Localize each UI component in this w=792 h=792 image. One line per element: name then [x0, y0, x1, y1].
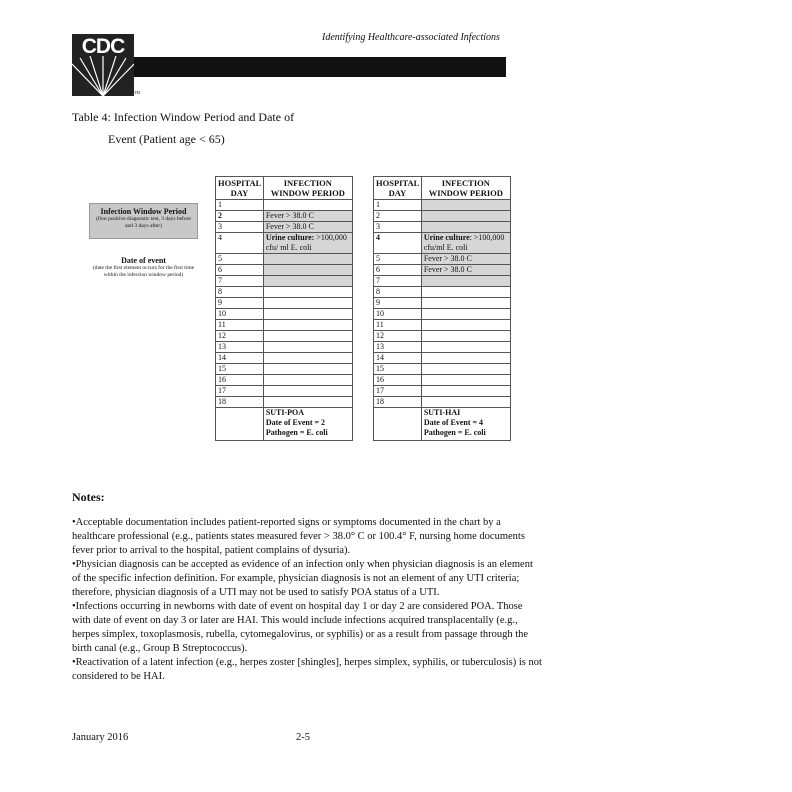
cell-hospital-day: 10 [374, 309, 422, 320]
table-row [216, 211, 353, 222]
header-bar [134, 57, 506, 77]
notes-list [72, 516, 542, 684]
cell-infection-window [421, 287, 510, 298]
header-infection-window-period: INFECTION WINDOW PERIOD [263, 177, 352, 200]
cell-hospital-day: 9 [216, 298, 264, 309]
cell-hospital-day: 12 [216, 331, 264, 342]
cell-infection-window [263, 233, 352, 254]
cell-infection-window [263, 309, 352, 320]
cell-hospital-day: 8 [216, 287, 264, 298]
cdc-logo [72, 34, 134, 96]
footer-empty-cell [216, 408, 264, 441]
table-row [374, 353, 511, 364]
cell-infection-window [421, 320, 510, 331]
table-row [216, 375, 353, 386]
cell-event-text: Fever > 38.0 C [265, 222, 314, 231]
notes-heading: Notes: [72, 490, 105, 504]
cell-event-text: Fever > 38.0 C [423, 265, 472, 274]
cell-hospital-day: 6 [374, 265, 422, 276]
table-row [216, 254, 353, 265]
table-row [216, 397, 353, 408]
summary-pathogen: Pathogen = E. coli [265, 428, 328, 437]
cdc-logo-rays-icon [72, 56, 134, 96]
cell-hospital-day: 12 [374, 331, 422, 342]
table-row [374, 397, 511, 408]
cell-infection-window [263, 200, 352, 211]
summary-classification: SUTI-HAI [423, 408, 461, 417]
cell-hospital-day: 1 [216, 200, 264, 211]
cell-infection-window [421, 200, 510, 211]
table-footer-row [216, 408, 353, 441]
cell-hospital-day: 8 [374, 287, 422, 298]
footer-empty-cell [374, 408, 422, 441]
summary-date-of-event: Date of Event = 4 [423, 418, 484, 427]
cell-event-text: Urine culture: [265, 233, 315, 242]
cell-hospital-day: 14 [374, 353, 422, 364]
summary-date-of-event: Date of Event = 2 [265, 418, 326, 427]
cell-infection-window [263, 397, 352, 408]
header-hospital-day: HOSPITAL DAY [374, 177, 422, 200]
table-row [216, 298, 353, 309]
cell-hospital-day: 18 [374, 397, 422, 408]
cell-infection-window [421, 298, 510, 309]
cell-infection-window [263, 276, 352, 287]
cell-event-text: Fever > 38.0 C [423, 254, 472, 263]
header-infection-window-period: INFECTION WINDOW PERIOD [421, 177, 510, 200]
cell-hospital-day: 4 [374, 233, 422, 254]
cell-infection-window [263, 211, 352, 222]
note-item: •Acceptable documentation includes patient-reported signs or symptoms documented in the chart by a healthcare professional (e.g., patients states measured fever > 38.0° C or 100.4° F, nursing home documents fever prior to arrival to the hospital, patient complains of dysuria). [72, 517, 525, 556]
cell-infection-window [263, 353, 352, 364]
cell-hospital-day: 3 [216, 222, 264, 233]
legend-doe-title: Date of event [121, 256, 166, 265]
legend-iwp-subtitle: (first positive diagnostic test, 3 days before and 3 days after) [96, 216, 191, 229]
note-item: •Infections occurring in newborns with date of event on hospital day 1 or day 2 are considered POA. Those with date of event on day 3 or later are HAI. This would include infections acquired transplacentally (e.g., herpes simplex, toxoplasmosis, rubella, cytomegalovirus, or syphilis) or as a result from passage through the birth canal (e.g., Group B Streptococcus). [72, 601, 529, 654]
document-running-title: Identifying Healthcare-associated Infections [322, 32, 500, 43]
cell-hospital-day: 14 [216, 353, 264, 364]
table-row [374, 364, 511, 375]
cdc-logo-text: CDC [81, 35, 125, 58]
cell-hospital-day: 11 [216, 320, 264, 331]
cell-infection-window [263, 375, 352, 386]
cell-hospital-day: 15 [374, 364, 422, 375]
cell-event-text: Urine culture [423, 233, 470, 242]
table-row [216, 265, 353, 276]
footer-date: January 2016 [72, 732, 129, 743]
footer-summary-cell [263, 408, 352, 441]
table-row [216, 233, 353, 254]
table-row [374, 375, 511, 386]
cell-infection-window [421, 386, 510, 397]
legend-infection-window-period [89, 203, 198, 239]
table-row [374, 276, 511, 287]
cell-infection-window [263, 287, 352, 298]
cell-hospital-day: 17 [216, 386, 264, 397]
table-row [374, 265, 511, 276]
cell-infection-window [421, 254, 510, 265]
table-row [374, 200, 511, 211]
cell-infection-window [263, 265, 352, 276]
cell-infection-window [421, 397, 510, 408]
cell-infection-window [263, 254, 352, 265]
cell-event-text: Fever > 38.0 C [265, 211, 314, 220]
cell-hospital-day: 7 [216, 276, 264, 287]
table-row [216, 200, 353, 211]
table-row [374, 254, 511, 265]
table-row [374, 211, 511, 222]
cell-infection-window [421, 375, 510, 386]
cell-infection-window [263, 364, 352, 375]
table-row [374, 222, 511, 233]
table-suti-hai [373, 176, 511, 441]
cell-infection-window [421, 211, 510, 222]
table-row [374, 331, 511, 342]
cell-hospital-day: 15 [216, 364, 264, 375]
cell-hospital-day: 1 [374, 200, 422, 211]
cell-infection-window [421, 309, 510, 320]
cell-hospital-day: 11 [374, 320, 422, 331]
cell-event-detail: >100,000 cfu/ ml E. coli [265, 233, 347, 252]
table-caption-line1: Table 4: Infection Window Period and Date of [72, 110, 295, 124]
table-row [216, 222, 353, 233]
cell-hospital-day: 6 [216, 265, 264, 276]
note-item: •Reactivation of a latent infection (e.g., herpes zoster [shingles], herpes simplex, syphilis, or tuberculosis) is not considered to be HAI. [72, 657, 542, 682]
table-caption-line2: Event (Patient age < 65) [108, 132, 225, 146]
table-row [374, 298, 511, 309]
cell-hospital-day: 2 [216, 211, 264, 222]
cell-infection-window [263, 342, 352, 353]
table-row [374, 309, 511, 320]
legend-doe-subtitle: (date the first element occurs for the first time within the infection window period) [92, 265, 195, 278]
cell-infection-window [421, 364, 510, 375]
table-footer-row [374, 408, 511, 441]
cell-infection-window [421, 331, 510, 342]
table-row [374, 233, 511, 254]
table-row [216, 331, 353, 342]
table-row [216, 364, 353, 375]
cell-hospital-day: 17 [374, 386, 422, 397]
cell-infection-window [421, 342, 510, 353]
cell-infection-window [421, 276, 510, 287]
cell-hospital-day: 2 [374, 211, 422, 222]
footer-summary-cell [421, 408, 510, 441]
cell-hospital-day: 9 [374, 298, 422, 309]
cell-infection-window [421, 233, 510, 254]
table-row [216, 276, 353, 287]
legend-iwp-title: Infection Window Period [100, 207, 187, 216]
note-item: •Physician diagnosis can be accepted as evidence of an infection only when physician diagnosis is an element of the specific infection definition. For example, physician diagnosis is not an element of any UTI criteria; therefore, physician diagnosis of a UTI may not be used to satisfy POA status of a UTI. [72, 559, 533, 598]
cell-infection-window [263, 320, 352, 331]
table-row [216, 309, 353, 320]
cell-hospital-day: 16 [216, 375, 264, 386]
summary-pathogen: Pathogen = E. coli [423, 428, 486, 437]
table-row [216, 342, 353, 353]
table-row [374, 386, 511, 397]
table-row [374, 320, 511, 331]
cell-hospital-day: 18 [216, 397, 264, 408]
header-hospital-day: HOSPITAL DAY [216, 177, 264, 200]
cell-hospital-day: 5 [216, 254, 264, 265]
cell-hospital-day: 3 [374, 222, 422, 233]
cell-infection-window [263, 331, 352, 342]
cell-hospital-day: 7 [374, 276, 422, 287]
cell-hospital-day: 4 [216, 233, 264, 254]
cell-hospital-day: 13 [216, 342, 264, 353]
footer-page-number: 2-5 [296, 732, 310, 743]
cell-hospital-day: 16 [374, 375, 422, 386]
cell-event-detail: : >100,000 cfu/ml E. coli [423, 233, 505, 252]
table-row [216, 320, 353, 331]
cell-infection-window [421, 222, 510, 233]
cell-infection-window [263, 298, 352, 309]
table-suti-poa [215, 176, 353, 441]
summary-classification: SUTI-POA [265, 408, 305, 417]
table-row [216, 287, 353, 298]
cell-infection-window [421, 353, 510, 364]
table-row [374, 342, 511, 353]
cell-hospital-day: 13 [374, 342, 422, 353]
cell-infection-window [263, 222, 352, 233]
cell-hospital-day: 10 [216, 309, 264, 320]
table-row [374, 287, 511, 298]
cell-hospital-day: 5 [374, 254, 422, 265]
cell-infection-window [263, 386, 352, 397]
table-row [216, 386, 353, 397]
trademark-mark: TM [134, 90, 140, 95]
cell-infection-window [421, 265, 510, 276]
table-row [216, 353, 353, 364]
legend-date-of-event [89, 256, 198, 279]
